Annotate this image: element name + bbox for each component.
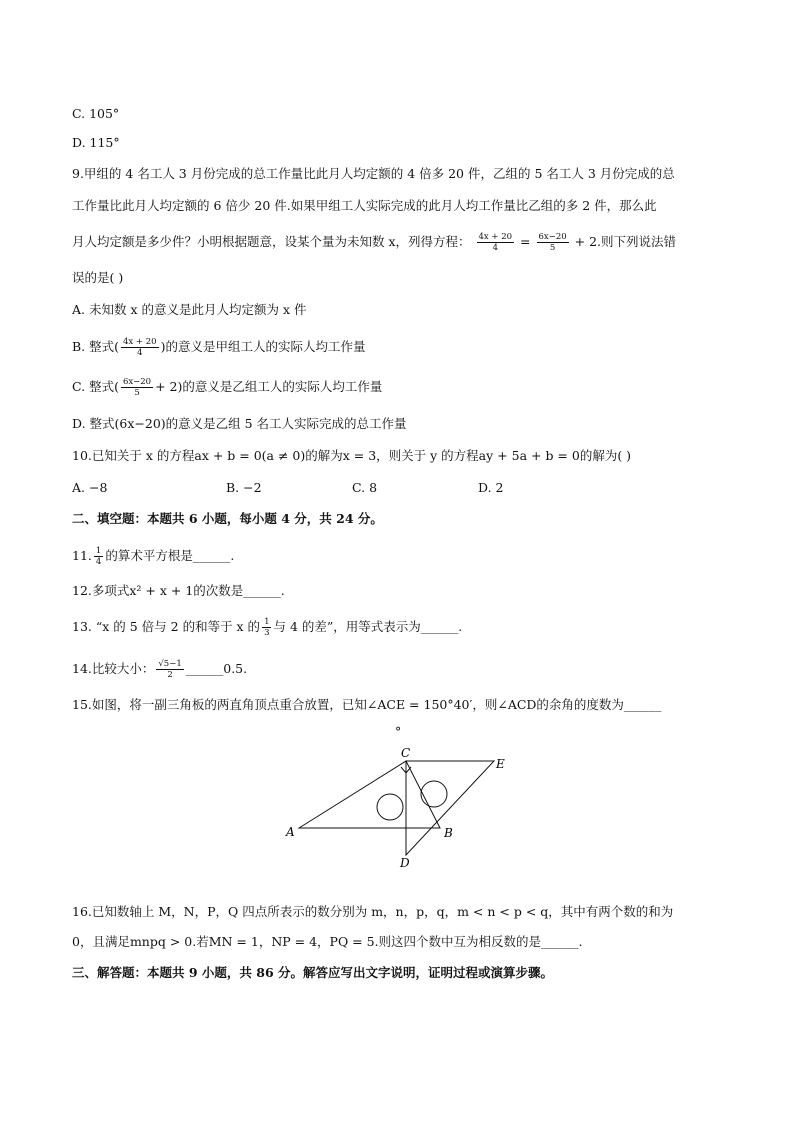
- triangle-ced: [406, 761, 494, 855]
- q13-fraction: $\frac{1}{3}$: [264, 617, 270, 638]
- q10-option-c: C. 8: [352, 480, 378, 495]
- q9-option-b-fraction: $\frac{4x + 20}{4}$: [123, 337, 157, 358]
- q11-text: 的算术平方根是______.: [105, 548, 235, 563]
- q14-tail: ______0.5.: [185, 661, 248, 676]
- triangle-boards-figure: [280, 745, 520, 875]
- q9-option-d: D. 整式(6x−20)的意义是乙组 5 名工人实际完成的总工作量: [72, 416, 407, 431]
- label-b: B: [444, 826, 453, 840]
- q9-line-4: 误的是( ): [72, 270, 124, 285]
- q9-line-3: [72, 232, 676, 253]
- q9-line-3-text: 月人均定额是多少件？小明根据题意，设某个量为未知数 x，列得方程：: [72, 234, 471, 249]
- q9-option-c: [72, 377, 382, 398]
- q9-fraction-2: $\frac{6x-20}{5}$: [538, 232, 567, 253]
- q11-fraction: $\frac{1}{4}$: [95, 546, 102, 567]
- q11-number: 11.: [72, 548, 92, 563]
- circle-hole-right: [421, 781, 447, 807]
- label-a: A: [286, 825, 295, 839]
- q14: [72, 659, 247, 680]
- q11: [72, 546, 234, 567]
- q13-tail: 与 4 的差”，用等式表示为______.: [273, 619, 463, 634]
- q9-option-c-suffix: + 2)的意义是乙组工人的实际人均工作量: [155, 379, 383, 394]
- circle-hole-left: [377, 794, 403, 820]
- q13: [72, 617, 462, 638]
- label-d: D: [400, 856, 410, 870]
- q9-equals: =: [520, 234, 531, 249]
- q10-stem: 10.已知关于 x 的方程ax + b = 0(a ≠ 0)的解为x = 3，则关于 y 的方程ay + 5a + b = 0的解为( ): [72, 448, 632, 463]
- section-2-heading: 二、填空题：本题共 6 小题，每小题 4 分，共 24 分。: [72, 511, 383, 526]
- q16-line-2: 0，且满足mnpq > 0.若MN = 1，NP = 4，PQ = 5.则这四个数中互为相反数的是______.: [72, 934, 583, 949]
- q16-line-1: 16.已知数轴上 M，N，P，Q 四点所表示的数分别为 m，n，p，q，m < n < p < q，其中有两个数的和为: [72, 904, 674, 919]
- q13-text: 13. “x 的 5 倍与 2 的和等于 x 的: [72, 619, 261, 634]
- q9-option-b-prefix: B. 整式(: [72, 339, 120, 354]
- q9-option-b-suffix: )的意义是甲组工人的实际人均工作量: [160, 339, 366, 354]
- q8-option-c: C. 105°: [72, 106, 120, 121]
- q10-option-a: A. −8: [72, 480, 108, 495]
- label-e: E: [496, 757, 505, 771]
- q9-option-c-fraction: $\frac{6x-20}{5}$: [122, 377, 152, 398]
- q12: 12.多项式x² + x + 1的次数是______.: [72, 583, 285, 598]
- section-3-heading: 三、解答题：本题共 9 小题，共 86 分。解答应写出文字说明，证明过程或演算步骤。: [72, 965, 554, 980]
- q14-text: 14.比较大小：: [72, 661, 155, 676]
- triangle-acb: [299, 761, 440, 828]
- q9-fraction-1: $\frac{4x + 20}{4}$: [478, 232, 513, 253]
- q9-option-a: A. 未知数 x 的意义是此月人均定额为 x 件: [72, 302, 307, 317]
- q8-option-d: D. 115°: [72, 135, 120, 150]
- q9-option-c-prefix: C. 整式(: [72, 379, 119, 394]
- q9-option-b: [72, 337, 365, 358]
- q9-line-2: 工作量比此月人均定额的 6 倍少 20 件.如果甲组工人实际完成的此月人均工作量比乙组的多 2 件，那么此: [72, 198, 657, 213]
- q14-fraction: $\frac{√5-1}{2}$: [158, 659, 182, 680]
- label-c: C: [401, 746, 411, 760]
- q9-line-1: 9.甲组的 4 名工人 3 月份完成的总工作量比此月人均定额的 4 倍多 20 件，乙组的 5 名工人 3 月份完成的总: [72, 166, 675, 181]
- q10-option-b: B. −2: [226, 480, 262, 495]
- q10-option-d: D. 2: [478, 480, 504, 495]
- q15: 15.如图，将一副三角板的两直角顶点重合放置，已知∠ACE = 150°40′，则∠ACD的余角的度数为______: [72, 697, 662, 712]
- q9-line-3-tail: + 2.则下列说法错: [574, 234, 677, 249]
- q15-degree-tail: °: [395, 724, 402, 739]
